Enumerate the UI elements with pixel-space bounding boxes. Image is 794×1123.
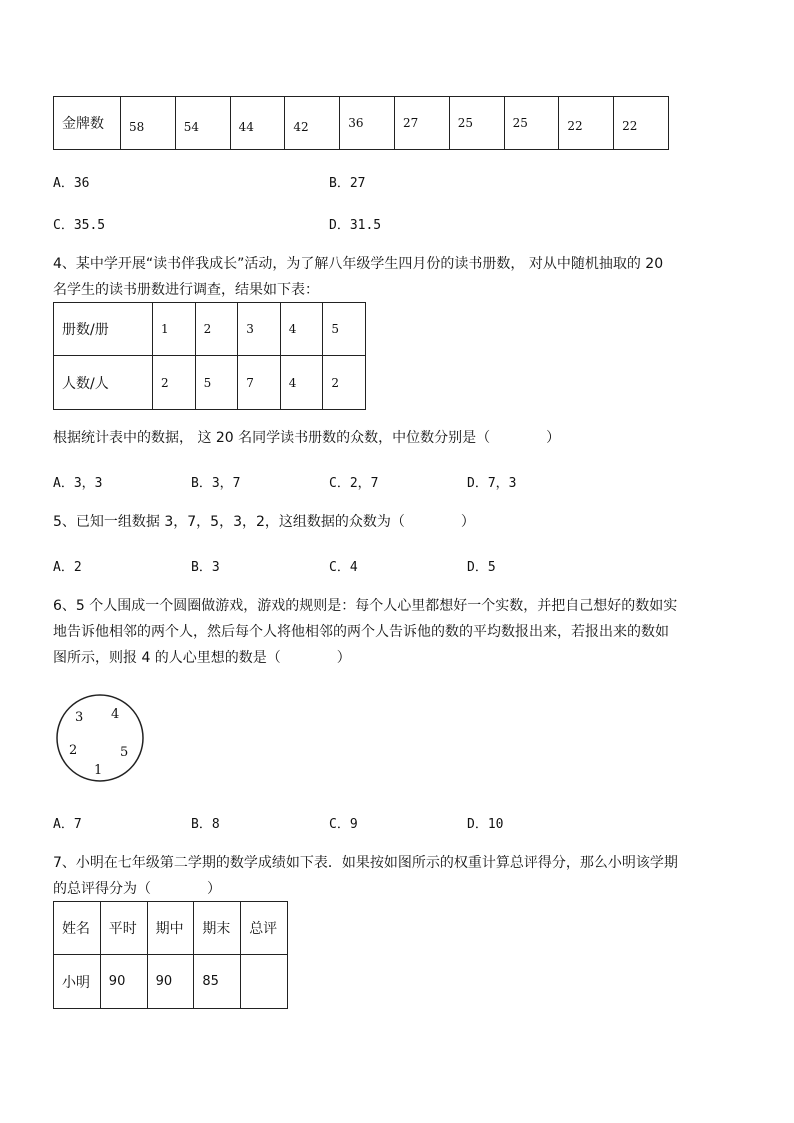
circle-number: 3 [75, 710, 84, 725]
q5-question: 5、已知一组数据 3，7，5，3，2，这组数据的众数为（ ） [53, 514, 475, 530]
q5-option-c[interactable]: C．4 [329, 560, 358, 575]
grades-header-cell: 期末 [194, 902, 241, 955]
books-cell: 2 [153, 356, 196, 410]
q7-text-line2: 的总评得分为（ ） [53, 881, 221, 897]
books-row-label: 册数/册 [54, 303, 153, 356]
medals-value-cell: 22 [614, 97, 669, 150]
q6-text-line1: 6、5 个人围成一个圆圈做游戏，游戏的规则是：每个人心里都想好一个实数，并把自己想好的数如实 [53, 598, 678, 614]
medals-header-cell: 金牌数 [54, 97, 121, 150]
table-row [54, 356, 366, 410]
grades-header-cell: 总评 [241, 902, 288, 955]
books-cell: 7 [238, 356, 281, 410]
medals-value-cell: 42 [285, 97, 340, 150]
books-cell: 5 [195, 356, 238, 410]
q4-text-line2: 名学生的读书册数进行调查，结果如下表： [53, 282, 319, 298]
q4-question: 根据统计表中的数据， 这 20 名同学读书册数的众数，中位数分别是（ ） [53, 430, 561, 446]
books-cell: 4 [280, 303, 323, 356]
q3-option-c[interactable]: C．35.5 [53, 218, 106, 233]
q6-option-b[interactable]: B．8 [191, 817, 220, 832]
table-row [54, 955, 288, 1009]
q5-option-b[interactable]: B．3 [191, 560, 220, 575]
grades-cell: 小明 [54, 955, 101, 1009]
grades-header-cell: 平时 [100, 902, 147, 955]
q4-option-a[interactable]: A．3，3 [53, 476, 103, 491]
q6-option-c[interactable]: C．9 [329, 817, 358, 832]
q5-option-d[interactable]: D．5 [467, 560, 496, 575]
medals-value-cell: 27 [394, 97, 449, 150]
q7-text-line1: 7、小明在七年级第二学期的数学成绩如下表．如果按如图所示的权重计算总评得分，那么小明该学期 [53, 855, 678, 871]
circle-number: 2 [69, 743, 78, 758]
q4-option-b[interactable]: B．3，7 [191, 476, 241, 491]
medals-value-cell: 54 [175, 97, 230, 150]
q4-text-line1: 4、某中学开展“读书伴我成长”活动，为了解八年级学生四月份的读书册数， 对从中随机抽取的 20 [53, 256, 664, 272]
table-row [54, 303, 366, 356]
medals-value-cell: 25 [504, 97, 559, 150]
q4-option-c[interactable]: C．2，7 [329, 476, 379, 491]
circle-number: 1 [94, 763, 103, 778]
table-row [54, 97, 669, 150]
medals-value-cell: 25 [449, 97, 504, 150]
books-cell: 2 [195, 303, 238, 356]
grades-cell: 85 [194, 955, 241, 1009]
books-row-label: 人数/人 [54, 356, 153, 410]
grades-header-cell: 期中 [147, 902, 194, 955]
circle-number: 5 [120, 745, 129, 760]
grades-cell: 90 [100, 955, 147, 1009]
medals-table [53, 96, 669, 150]
grades-header-cell: 姓名 [54, 902, 101, 955]
table-row [54, 902, 288, 955]
medals-value-cell: 22 [559, 97, 614, 150]
q6-option-a[interactable]: A．7 [53, 817, 82, 832]
books-table [53, 302, 366, 410]
medals-value-cell: 58 [121, 97, 176, 150]
books-cell: 3 [238, 303, 281, 356]
books-cell: 2 [323, 356, 366, 410]
q6-text-line2: 地告诉他相邻的两个人，然后每个人将他相邻的两个人告诉他的数的平均数报出来，若报出来的数如 [53, 624, 669, 640]
grades-table [53, 901, 288, 1009]
grades-cell [241, 955, 288, 1009]
q6-text-line3: 图所示，则报 4 的人心里想的数是（ ） [53, 650, 351, 666]
q3-option-b[interactable]: B．27 [329, 176, 366, 191]
books-cell: 4 [280, 356, 323, 410]
books-cell: 1 [153, 303, 196, 356]
books-cell: 5 [323, 303, 366, 356]
circle-number: 4 [111, 707, 120, 722]
q4-option-d[interactable]: D．7，3 [467, 476, 517, 491]
q3-option-d[interactable]: D．31.5 [329, 218, 382, 233]
q5-option-a[interactable]: A．2 [53, 560, 82, 575]
medals-value-cell: 44 [230, 97, 285, 150]
q3-option-a[interactable]: A．36 [53, 176, 90, 191]
medals-value-cell: 36 [340, 97, 395, 150]
q6-option-d[interactable]: D．10 [467, 817, 504, 832]
grades-cell: 90 [147, 955, 194, 1009]
game-circle-diagram [56, 694, 144, 782]
